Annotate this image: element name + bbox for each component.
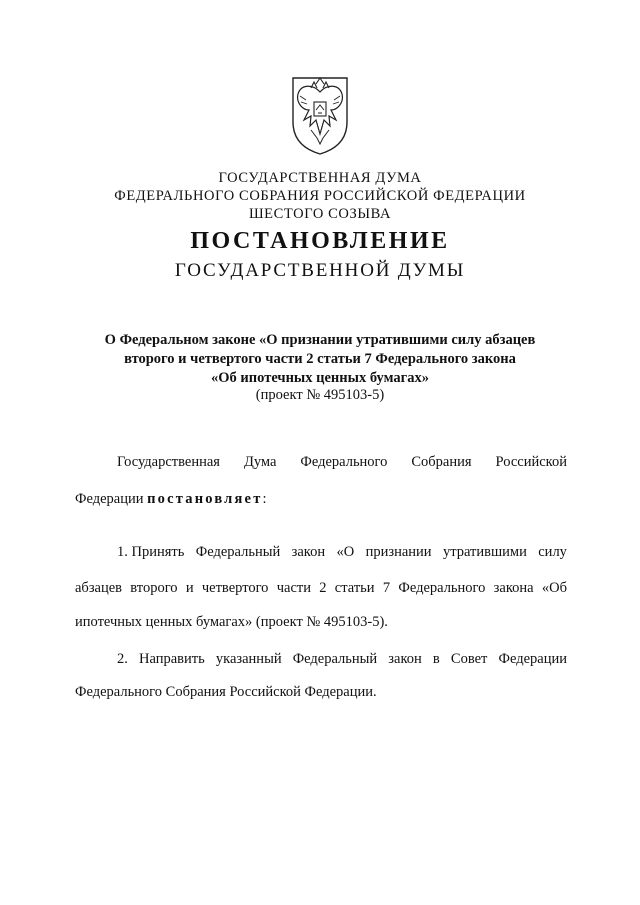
convocation-line: ШЕСТОГО СОЗЫВА [248, 206, 392, 222]
document-title: ПОСТАНОВЛЕНИЕ [190, 228, 450, 254]
document-subtitle: ГОСУДАРСТВЕННОЙ ДУМЫ [174, 260, 466, 281]
item1-word: утратившими [442, 544, 527, 560]
item1-line3: ипотечных ценных бумагах» (проект № 495103-5). [75, 614, 388, 630]
subject-line1: О Федеральном законе «О признании утратившими силу абзацев [104, 332, 536, 348]
subject-line2: второго и четвертого части 2 статьи 7 Федерального закона [124, 351, 516, 367]
intro-line2 [75, 489, 567, 509]
intro-word: Собрания [411, 454, 472, 470]
intro-word: Дума [243, 454, 277, 470]
org-name-line2: ФЕДЕРАЛЬНОГО СОБРАНИЯ РОССИЙСКОЙ ФЕДЕРАЦИИ [114, 188, 526, 204]
item1-word: силу [538, 544, 567, 560]
item2-line1: 2. Направить указанный Федеральный закон в Совет Федерации [117, 651, 567, 667]
subject-line3: «Об ипотечных ценных бумагах» [211, 370, 429, 386]
project-number: (проект № 495103-5) [255, 387, 385, 403]
intro-colon: : [262, 491, 267, 507]
russian-coat-of-arms-emblem [287, 76, 353, 156]
intro-word: Федерального [300, 454, 388, 470]
resolves-verb: постановляет [147, 491, 263, 507]
item1-line1 [117, 542, 567, 562]
intro-federation-word: Федерации [75, 491, 144, 507]
org-name-line1: ГОСУДАРСТВЕННАЯ ДУМА [218, 170, 422, 186]
item1-word: «О [336, 544, 355, 560]
item1-word: закон [291, 544, 326, 560]
item1-word: признании [365, 544, 432, 560]
intro-line1 [117, 452, 567, 472]
item1-word: 1. Принять [117, 544, 185, 560]
intro-word: Российской [495, 454, 567, 470]
item2-line2: Федерального Собрания Российской Федерации. [75, 684, 377, 700]
intro-word: Государственная [117, 454, 220, 470]
item1-word: Федеральный [195, 544, 281, 560]
item1-line2: абзацев второго и четвертого части 2 статьи 7 Федерального закона «Об [75, 580, 567, 596]
